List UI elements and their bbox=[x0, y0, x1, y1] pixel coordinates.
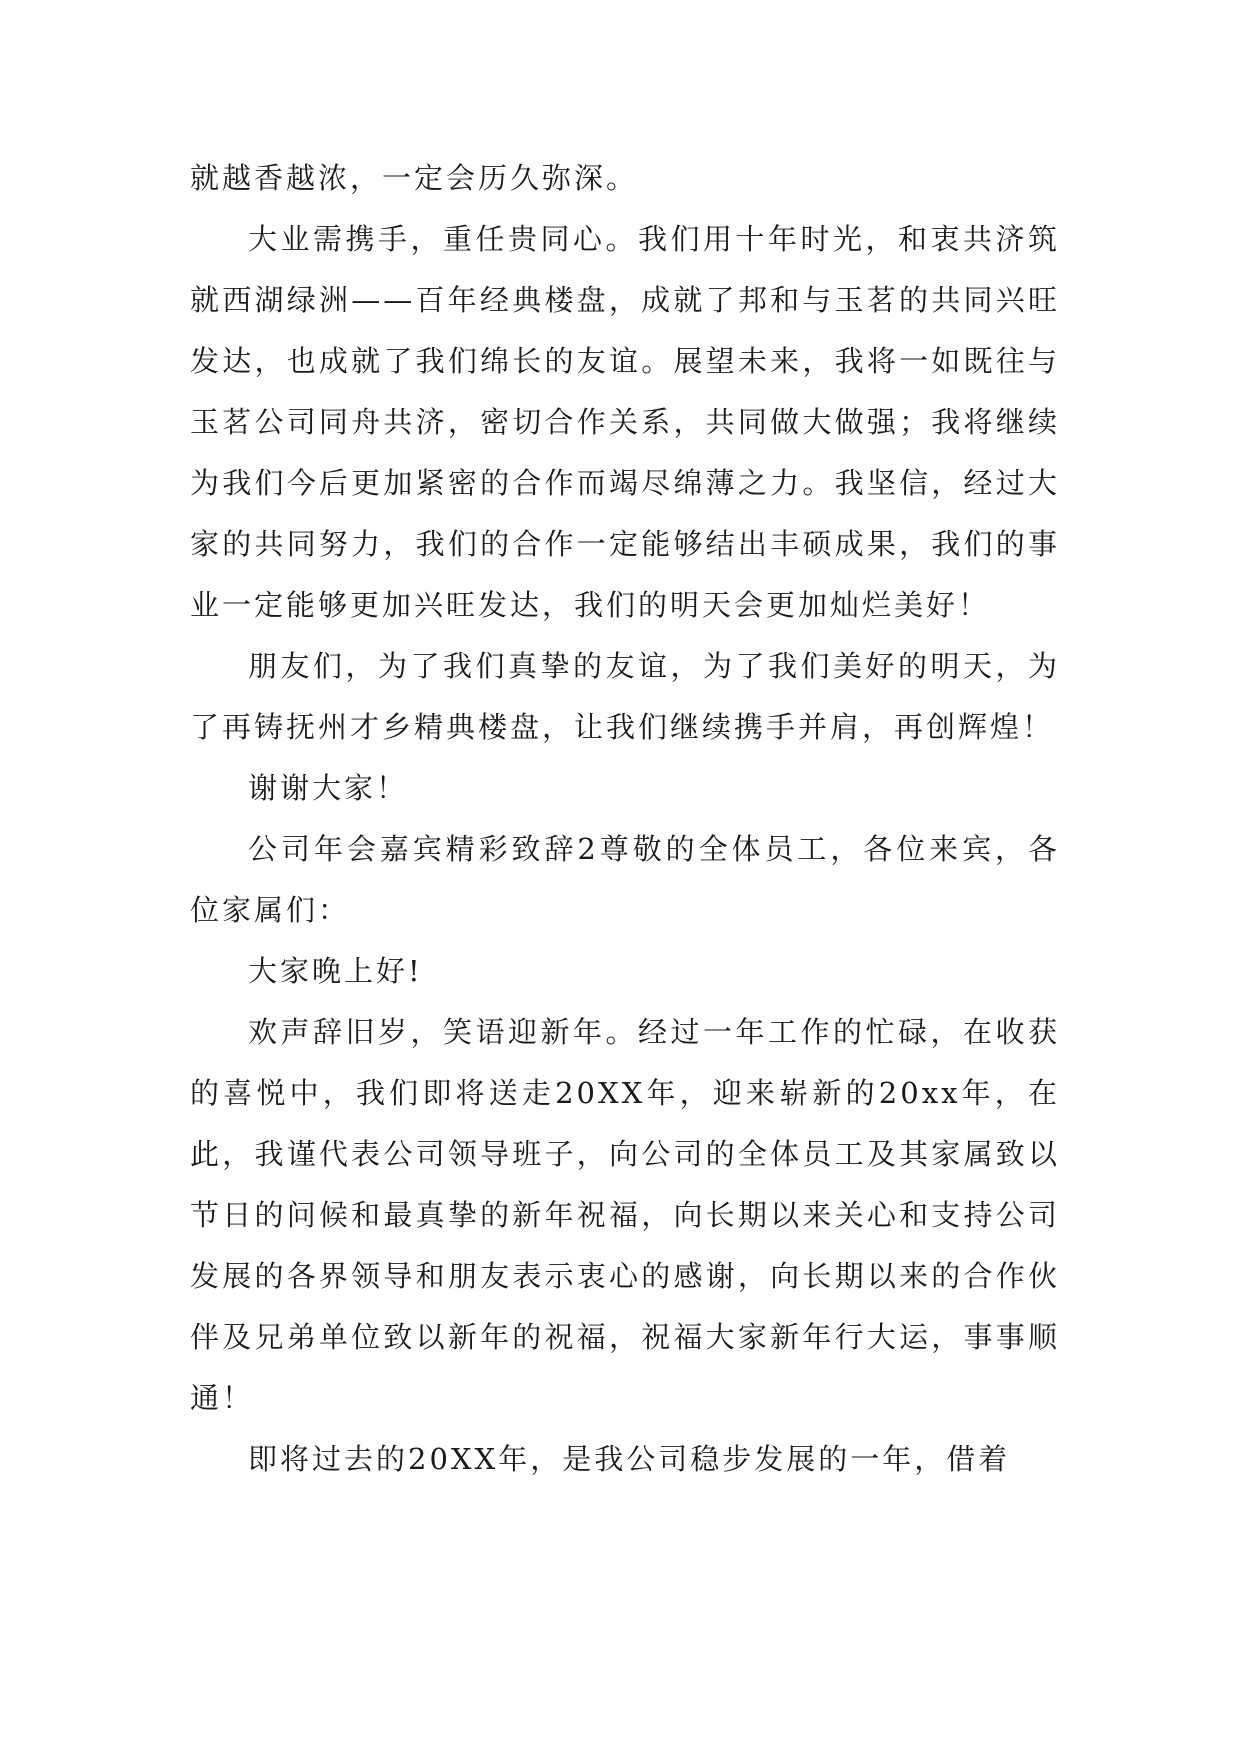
paragraph-past-year: 即将过去的20XX年，是我公司稳步发展的一年，借着 bbox=[248, 1442, 1011, 1476]
paragraph-friends: 朋友们，为了我们真挚的友谊，为了我们美好的明天，为了再铸抚州才乡精典楼盘，让我们继续携手并肩，再创辉煌！ bbox=[190, 649, 1060, 744]
paragraph-continuation: 就越香越浓，一定会历久弥深。 bbox=[190, 161, 639, 195]
paragraph-cooperation: 大业需携手，重任贵同心。我们用十年时光，和衷共济筑就西湖绿洲——百年经典楼盘，成就了邦和与玉茗的共同兴旺发达，也成就了我们绵长的友谊。展望未来，我将一如既往与玉茗公司同舟共济，密切合作关系，共同做大做强；我将继续为我们今后更加紧密的合作而竭尽绵薄之力。我坚信，经过大家的共同努力，我们的合作一定能够结出丰硕成果，我们的事业一定能够更加兴旺发达，我们的明天会更加灿烂美好！ bbox=[190, 222, 1060, 622]
paragraph-new-year: 欢声辞旧岁，笑语迎新年。经过一年工作的忙碌，在收获的喜悦中，我们即将送走20XX年，迎来崭新的20xx年，在此，我谨代表公司领导班子，向公司的全体员工及其家属致以节日的问候和最真挚的新年祝福，向长期以来关心和支持公司发展的各界领导和朋友表示衷心的感谢，向长期以来的合作伙伴及兄弟单位致以新年的祝福，祝福大家新年行大运，事事顺通！ bbox=[190, 1015, 1060, 1415]
document-body bbox=[190, 148, 1060, 1490]
paragraph-good-evening: 大家晚上好! bbox=[248, 954, 423, 988]
paragraph-thanks: 谢谢大家！ bbox=[248, 771, 409, 805]
paragraph-speech-2-greeting: 公司年会嘉宾精彩致辞2尊敬的全体员工，各位来宾，各位家属们： bbox=[190, 832, 1060, 927]
